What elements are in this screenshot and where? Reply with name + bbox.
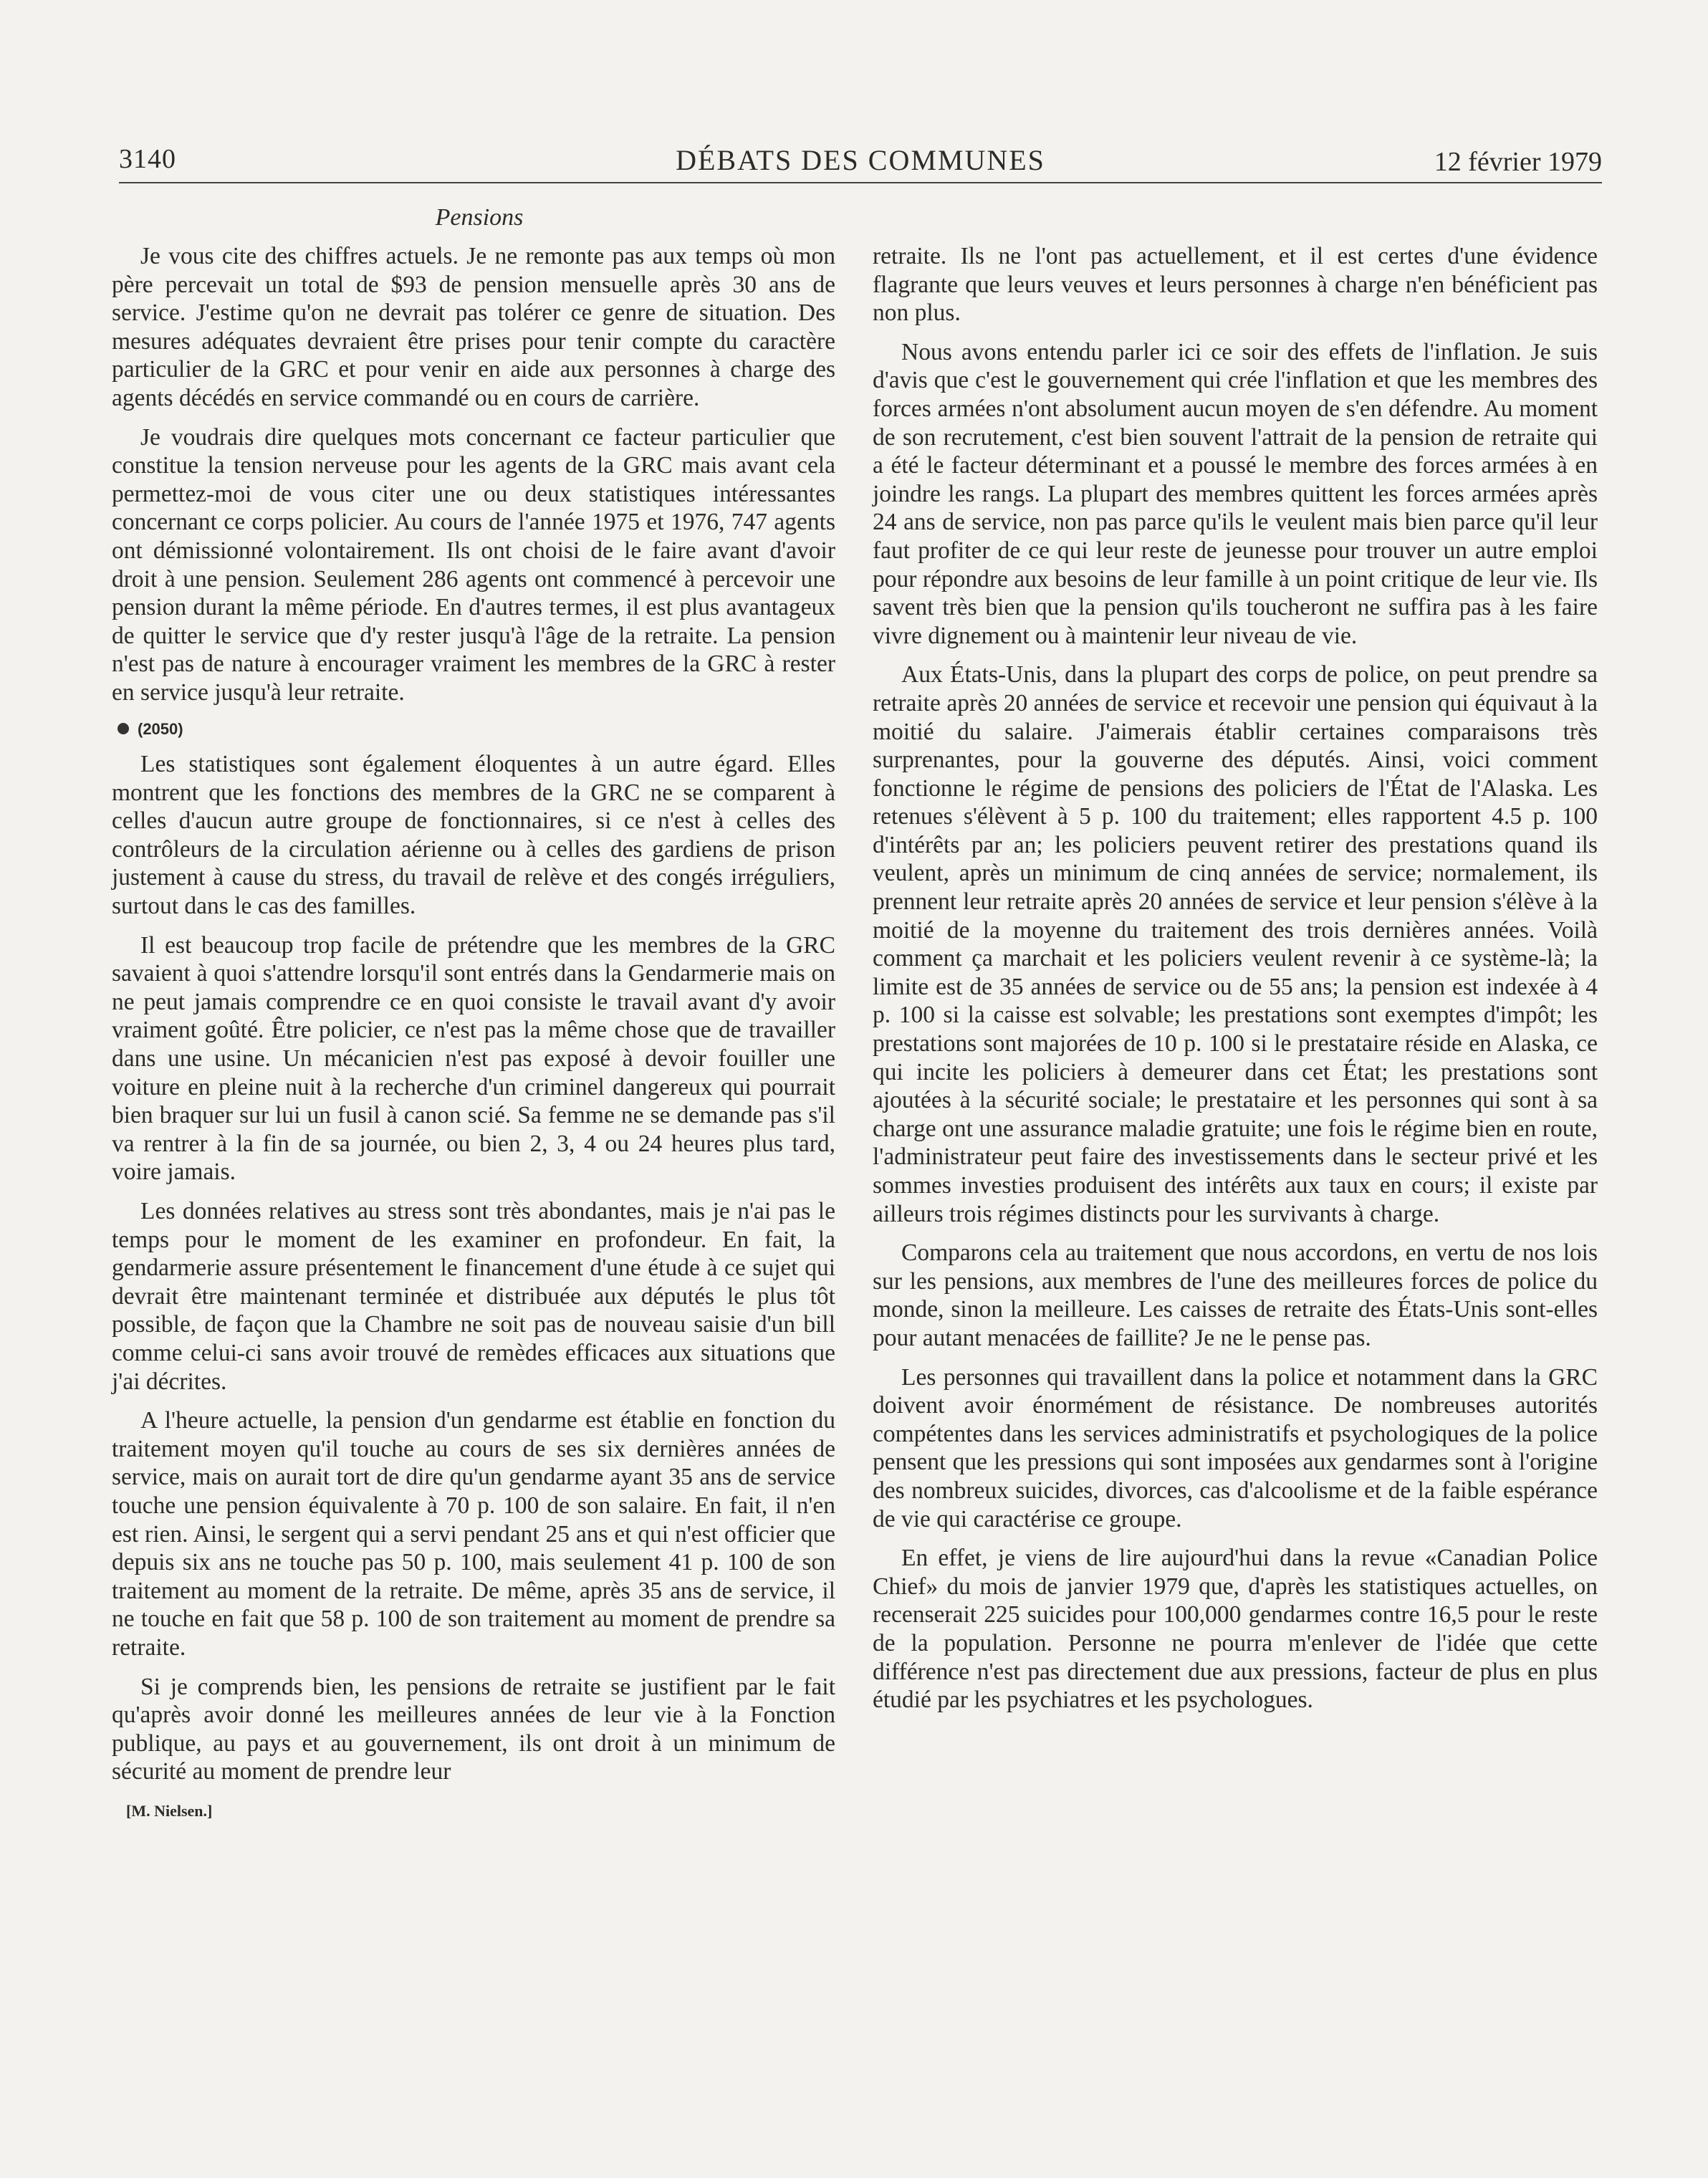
right-column — [873, 242, 1598, 1725]
speaker-attribution: [M. Nielsen.] — [126, 1801, 213, 1820]
section-title: Pensions — [435, 204, 524, 231]
paragraph-continued: retraite. Ils ne l'ont pas actuellement, et il est certes d'une évidence flagrante que leurs veuves et leurs personnes à charge n'en bénéficient pas non plus. — [873, 243, 1598, 327]
time-marker — [117, 715, 835, 744]
issue-date: 12 février 1979 — [1434, 147, 1602, 177]
time-marker-label: (2050) — [138, 719, 183, 738]
paragraph: Je vous cite des chiffres actuels. Je ne remonte pas aux temps où mon père percevait un total de $93 de pension mensuelle après 30 ans de service. J'estime qu'on ne devrait pas tolérer ce genre de situation. Des mesures adéquates devraient être prises pour tenir compte du caractère particulier de la GRC et pour venir en aide aux personnes à charge des agents décédés en service commandé ou en cours de carrière. — [112, 243, 835, 411]
paragraph: Si je comprends bien, les pensions de retraite se justifient par le fait qu'après avoir donné les meilleures années de leur vie à la Fonction publique, au pays et au gouvernement, ils ont droit à un minimum de sécurité au moment de prendre leur — [112, 1673, 835, 1785]
left-column — [112, 242, 835, 1825]
paragraph: Comparons cela au traitement que nous accordons, en vertu de nos lois sur les pensions, aux membres de l'une des meilleures forces de police du monde, sinon la meilleure. Les caisses de retraite des États-Unis sont-elles pour autant menacées de faillite? Je ne le pense pas. — [873, 1239, 1598, 1351]
paragraph: Les statistiques sont également éloquentes à un autre égard. Elles montrent que les fonctions des membres de la GRC ne se comparent à celles d'aucun autre groupe de fonctionnaires, si ce n'est à celles des contrôleurs de la circulation aérienne ou à celles des gardiens de prison justement à cause du stress, du travail de relève et des congés irréguliers, surtout dans le cas des familles. — [112, 751, 835, 920]
paragraph: A l'heure actuelle, la pension d'un gendarme est établie en fonction du traitement moyen qu'il touche au cours de ses six dernières années de service, mais on aurait tort de dire qu'un gendarme ayant 35 ans de service touche une pension équivalente à 70 p. 100 de son salaire. En fait, il n'en est rien. Ainsi, le sergent qui a servi pendant 25 ans et qui n'est officier que depuis six ans ne touche pas 50 p. 100, mais seulement 41 p. 100 de son traitement au moment de la retraite. De même, après 35 ans de service, il ne touche en fait que 58 p. 100 de son traitement au moment de prendre sa retraite. — [112, 1407, 835, 1661]
bullet-icon — [117, 723, 129, 734]
page-number: 3140 — [119, 144, 176, 174]
paragraph: Nous avons entendu parler ici ce soir des effets de l'inflation. Je suis d'avis que c'est le gouvernement qui crée l'inflation et que les membres des forces armées n'ont absolument aucun moyen de s'en défendre. Au moment de son recrutement, c'est bien souvent l'attrait de la pension de retraite qui a été le facteur déterminant et a poussé le membre des forces armées à en joindre les rangs. La plupart des membres quittent les forces armées après 24 ans de service, non pas parce qu'ils le veulent mais bien parce qu'il leur faut profiter de ce qui leur reste de jeunesse pour trouver un autre emploi pour répondre aux besoins de leur famille à un point critique de leur vie. Ils savent très bien que la pension qu'ils toucheront ne suffira pas à les faire vivre dignement ou à maintenir leur niveau de vie. — [873, 338, 1598, 649]
paragraph: Les personnes qui travaillent dans la police et notamment dans la GRC doivent avoir énormément de résistance. De nombreuses autorités compétentes dans les services administratifs et psychologiques de la police pensent que les pressions qui sont imposées aux gendarmes sont à l'origine des nombreux suicides, divorces, cas d'alcoolisme et de la faible espérance de vie qui caractérise ce groupe. — [873, 1363, 1598, 1532]
paragraph: Je voudrais dire quelques mots concernant ce facteur particulier que constitue la tension nerveuse pour les agents de la GRC mais avant cela permettez-moi de vous citer une ou deux statistiques intéressantes concernant ce corps policier. Au cours de l'année 1975 et 1976, 747 agents ont démissionné volontairement. Ils ont choisi de le faire avant d'avoir droit à une pension. Seulement 286 agents ont commencé à percevoir une pension durant la même période. En d'autres termes, il est plus avantageux de quitter le service que d'y rester jusqu'à l'âge de la retraite. La pension n'est pas de nature à encourager vraiment les membres de la GRC à rester en service jusqu'à leur retraite. — [112, 423, 835, 706]
paragraph: Les données relatives au stress sont très abondantes, mais je n'ai pas le temps pour le moment de les examiner en profondeur. En fait, la gendarmerie assure présentement le financement d'une étude à ce sujet qui devrait être maintenant terminée et distribuée aux députés le plus tôt possible, de façon que la Chambre ne soit pas de nouveau saisie d'un bill comme celui-ci sans avoir trouvé de remèdes efficaces aux situations que j'ai décrites. — [112, 1198, 835, 1395]
journal-title: DÉBATS DES COMMUNES — [676, 144, 1045, 176]
paragraph: Aux États-Unis, dans la plupart des corps de police, on peut prendre sa retraite après 20 années de service et recevoir une pension qui équivaut à la moitié du salaire. J'aimerais établir certaines comparaisons très surprenantes, pour la gouverne des députés. Ainsi, voici comment fonctionne le régime de pensions des policiers de l'État de l'Alaska. Les retenues s'élèvent à 5 p. 100 du traitement; elles rapportent 4.5 p. 100 d'intérêts par an; les policiers peuvent retirer des prestations quand ils veulent, après un minimum de cinq années de service; normalement, ils prennent leur retraite après 20 années de service et leur pension s'élève à la moitié de la moyenne du traitement des trois dernières années. Voilà comment ça marchait et les policiers veulent revenir à ce système-là; la limite est de 35 années de service ou de 55 ans; la pension est indexée à 4 p. 100 si la caisse est solvable; les prestations sont exemptes d'impôt; les prestations sont majorées de 10 p. 100 si le prestataire réside en Alaska, ce qui incite les policiers à demeurer dans cet État; les prestations sont ajoutées à la sécurité sociale; le prestataire et les personnes qui sont à sa charge ont une assurance maladie gratuite; une fois le régime bien en route, l'administrateur peut faire des investissements dans le secteur privé et les sommes investies produisent des intérêts aux taux en cours; il existe par ailleurs trois régimes distincts pour les survivants à charge. — [873, 661, 1598, 1227]
header-rule — [119, 182, 1602, 183]
paragraph: En effet, je viens de lire aujourd'hui dans la revue «Canadian Police Chief» du mois de janvier 1979 que, d'après les statistiques actuelles, on recenserait 225 suicides pour 100,000 gendarmes contre 16,5 pour le reste de la population. Personne ne pourra m'enlever de l'idée que cette différence n'est pas directement due aux pressions, facteur de plus en plus étudié par les psychiatres et les psychologues. — [873, 1545, 1598, 1714]
paragraph: Il est beaucoup trop facile de prétendre que les membres de la GRC savaient à quoi s'attendre lorsqu'il sont entrés dans la Gendarmerie mais on ne peut jamais comprendre ce en quoi consiste le travail avant d'y avoir vraiment goûté. Être policier, ce n'est pas la même chose que de travailler dans une usine. Un mécanicien n'est pas exposé à devoir fouiller une voiture en pleine nuit à la recherche d'un criminel dangereux qui pourrait bien braquer sur lui un fusil à canon scié. Sa femme ne se demande pas s'il va rentrer à la fin de sa journée, ou bien 2, 3, 4 ou 24 heures plus tard, voire jamais. — [112, 931, 835, 1186]
